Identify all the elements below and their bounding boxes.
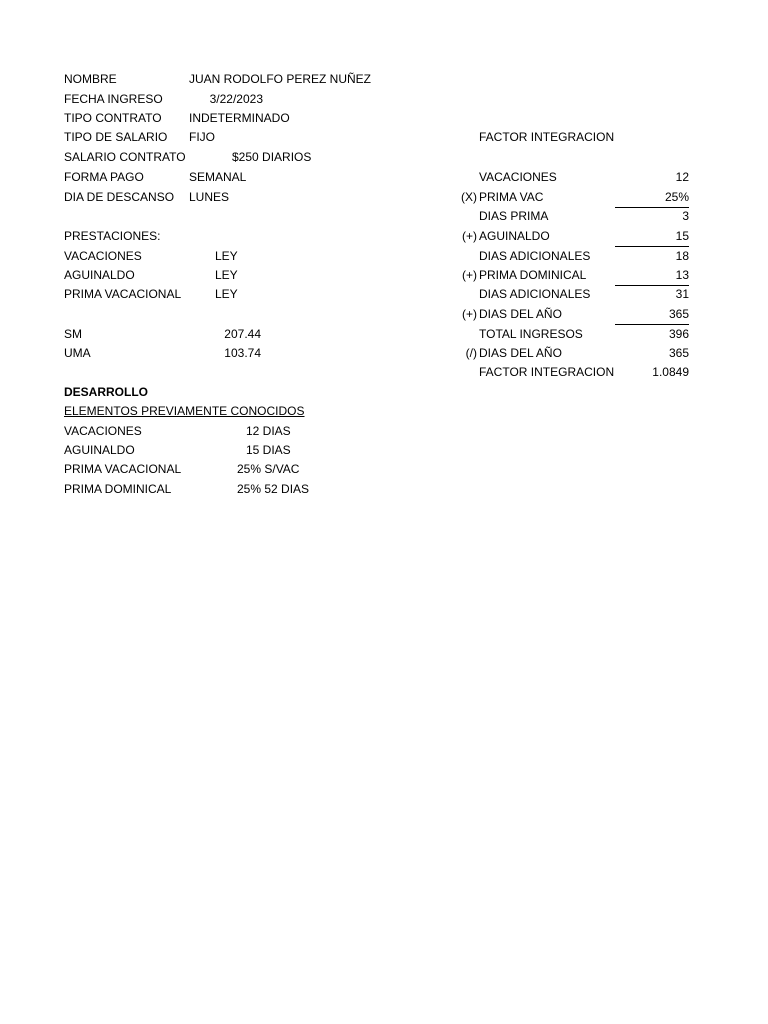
- payment-form-label: FORMA PAGO: [64, 170, 144, 184]
- factor-row-label: PRIMA DOMINICAL: [479, 268, 587, 282]
- factor-row-value: 18: [675, 249, 689, 263]
- factor-row-label: AGUINALDO: [479, 229, 550, 243]
- factor-row-label: FACTOR INTEGRACION: [479, 365, 615, 379]
- factor-row-value: 365: [668, 307, 689, 321]
- development-title: DESARROLLO: [64, 385, 148, 399]
- factor-row-label: VACACIONES: [479, 170, 557, 184]
- development-item-label: VACACIONES: [64, 424, 142, 438]
- factor-sum-rule: [615, 246, 689, 247]
- payment-form-value: SEMANAL: [189, 170, 247, 184]
- sm-label: SM: [64, 327, 82, 341]
- factor-row-operator: (/): [465, 346, 477, 360]
- factor-row-value: 3: [682, 209, 689, 223]
- benefit-value: LEY: [215, 268, 238, 282]
- factor-title: FACTOR INTEGRACION: [479, 130, 615, 144]
- factor-row-operator: (+): [462, 268, 477, 282]
- sm-value: 207.44: [224, 327, 261, 341]
- factor-sum-rule: [615, 285, 689, 286]
- factor-sum-rule: [615, 324, 689, 325]
- uma-label: UMA: [64, 346, 91, 360]
- development-subtitle: ELEMENTOS PREVIAMENTE CONOCIDOS: [64, 404, 305, 418]
- name-value: JUAN RODOLFO PEREZ NUÑEZ: [189, 72, 372, 86]
- factor-row-value: 365: [668, 346, 689, 360]
- factor-row-value: 12: [675, 170, 689, 184]
- factor-row-value: 25%: [664, 190, 689, 204]
- salary-type-label: TIPO DE SALARIO: [64, 130, 168, 144]
- factor-row-label: PRIMA VAC: [479, 190, 544, 204]
- contract-type-label: TIPO CONTRATO: [64, 111, 162, 125]
- contract-salary-label: SALARIO CONTRATO: [64, 150, 186, 164]
- factor-row-operator: (X): [461, 190, 477, 204]
- factor-row-value: 31: [675, 287, 689, 301]
- development-item-label: PRIMA VACACIONAL: [64, 462, 182, 476]
- development-item-label: PRIMA DOMINICAL: [64, 482, 172, 496]
- factor-row-operator: (+): [462, 229, 477, 243]
- factor-row-label: TOTAL INGRESOS: [479, 327, 583, 341]
- benefit-label: AGUINALDO: [64, 268, 135, 282]
- factor-row-label: DIAS ADICIONALES: [479, 249, 591, 263]
- hire-date-label: FECHA INGRESO: [64, 92, 163, 106]
- hire-date-value: 3/22/2023: [209, 92, 263, 106]
- benefit-label: PRIMA VACACIONAL: [64, 287, 182, 301]
- contract-salary-value: $250 DIARIOS: [232, 150, 312, 164]
- benefit-value: LEY: [215, 287, 238, 301]
- factor-row-value: 1.0849: [652, 365, 689, 379]
- salary-type-value: FIJO: [189, 130, 215, 144]
- rest-day-label: DIA DE DESCANSO: [64, 190, 175, 204]
- factor-row-label: DIAS PRIMA: [479, 209, 549, 223]
- name-label: NOMBRE: [64, 72, 117, 86]
- factor-row-value: 13: [675, 268, 689, 282]
- factor-row-label: DIAS DEL AÑO: [479, 346, 562, 360]
- factor-row-operator: (+): [462, 307, 477, 321]
- factor-row-value: 396: [668, 327, 689, 341]
- development-item-value: 12 DIAS: [246, 424, 291, 438]
- rest-day-value: LUNES: [189, 190, 230, 204]
- benefit-label: VACACIONES: [64, 249, 142, 263]
- development-item-value: 25% 52 DIAS: [237, 482, 310, 496]
- development-item-value: 15 DIAS: [246, 443, 291, 457]
- benefit-value: LEY: [215, 249, 238, 263]
- factor-row-label: DIAS ADICIONALES: [479, 287, 591, 301]
- benefits-title: PRESTACIONES:: [64, 229, 161, 243]
- factor-row-value: 15: [675, 229, 689, 243]
- factor-sum-rule: [615, 207, 689, 208]
- uma-value: 103.74: [224, 346, 261, 360]
- development-item-label: AGUINALDO: [64, 443, 135, 457]
- contract-type-value: INDETERMINADO: [189, 111, 290, 125]
- development-item-value: 25% S/VAC: [237, 462, 300, 476]
- factor-row-label: DIAS DEL AÑO: [479, 307, 562, 321]
